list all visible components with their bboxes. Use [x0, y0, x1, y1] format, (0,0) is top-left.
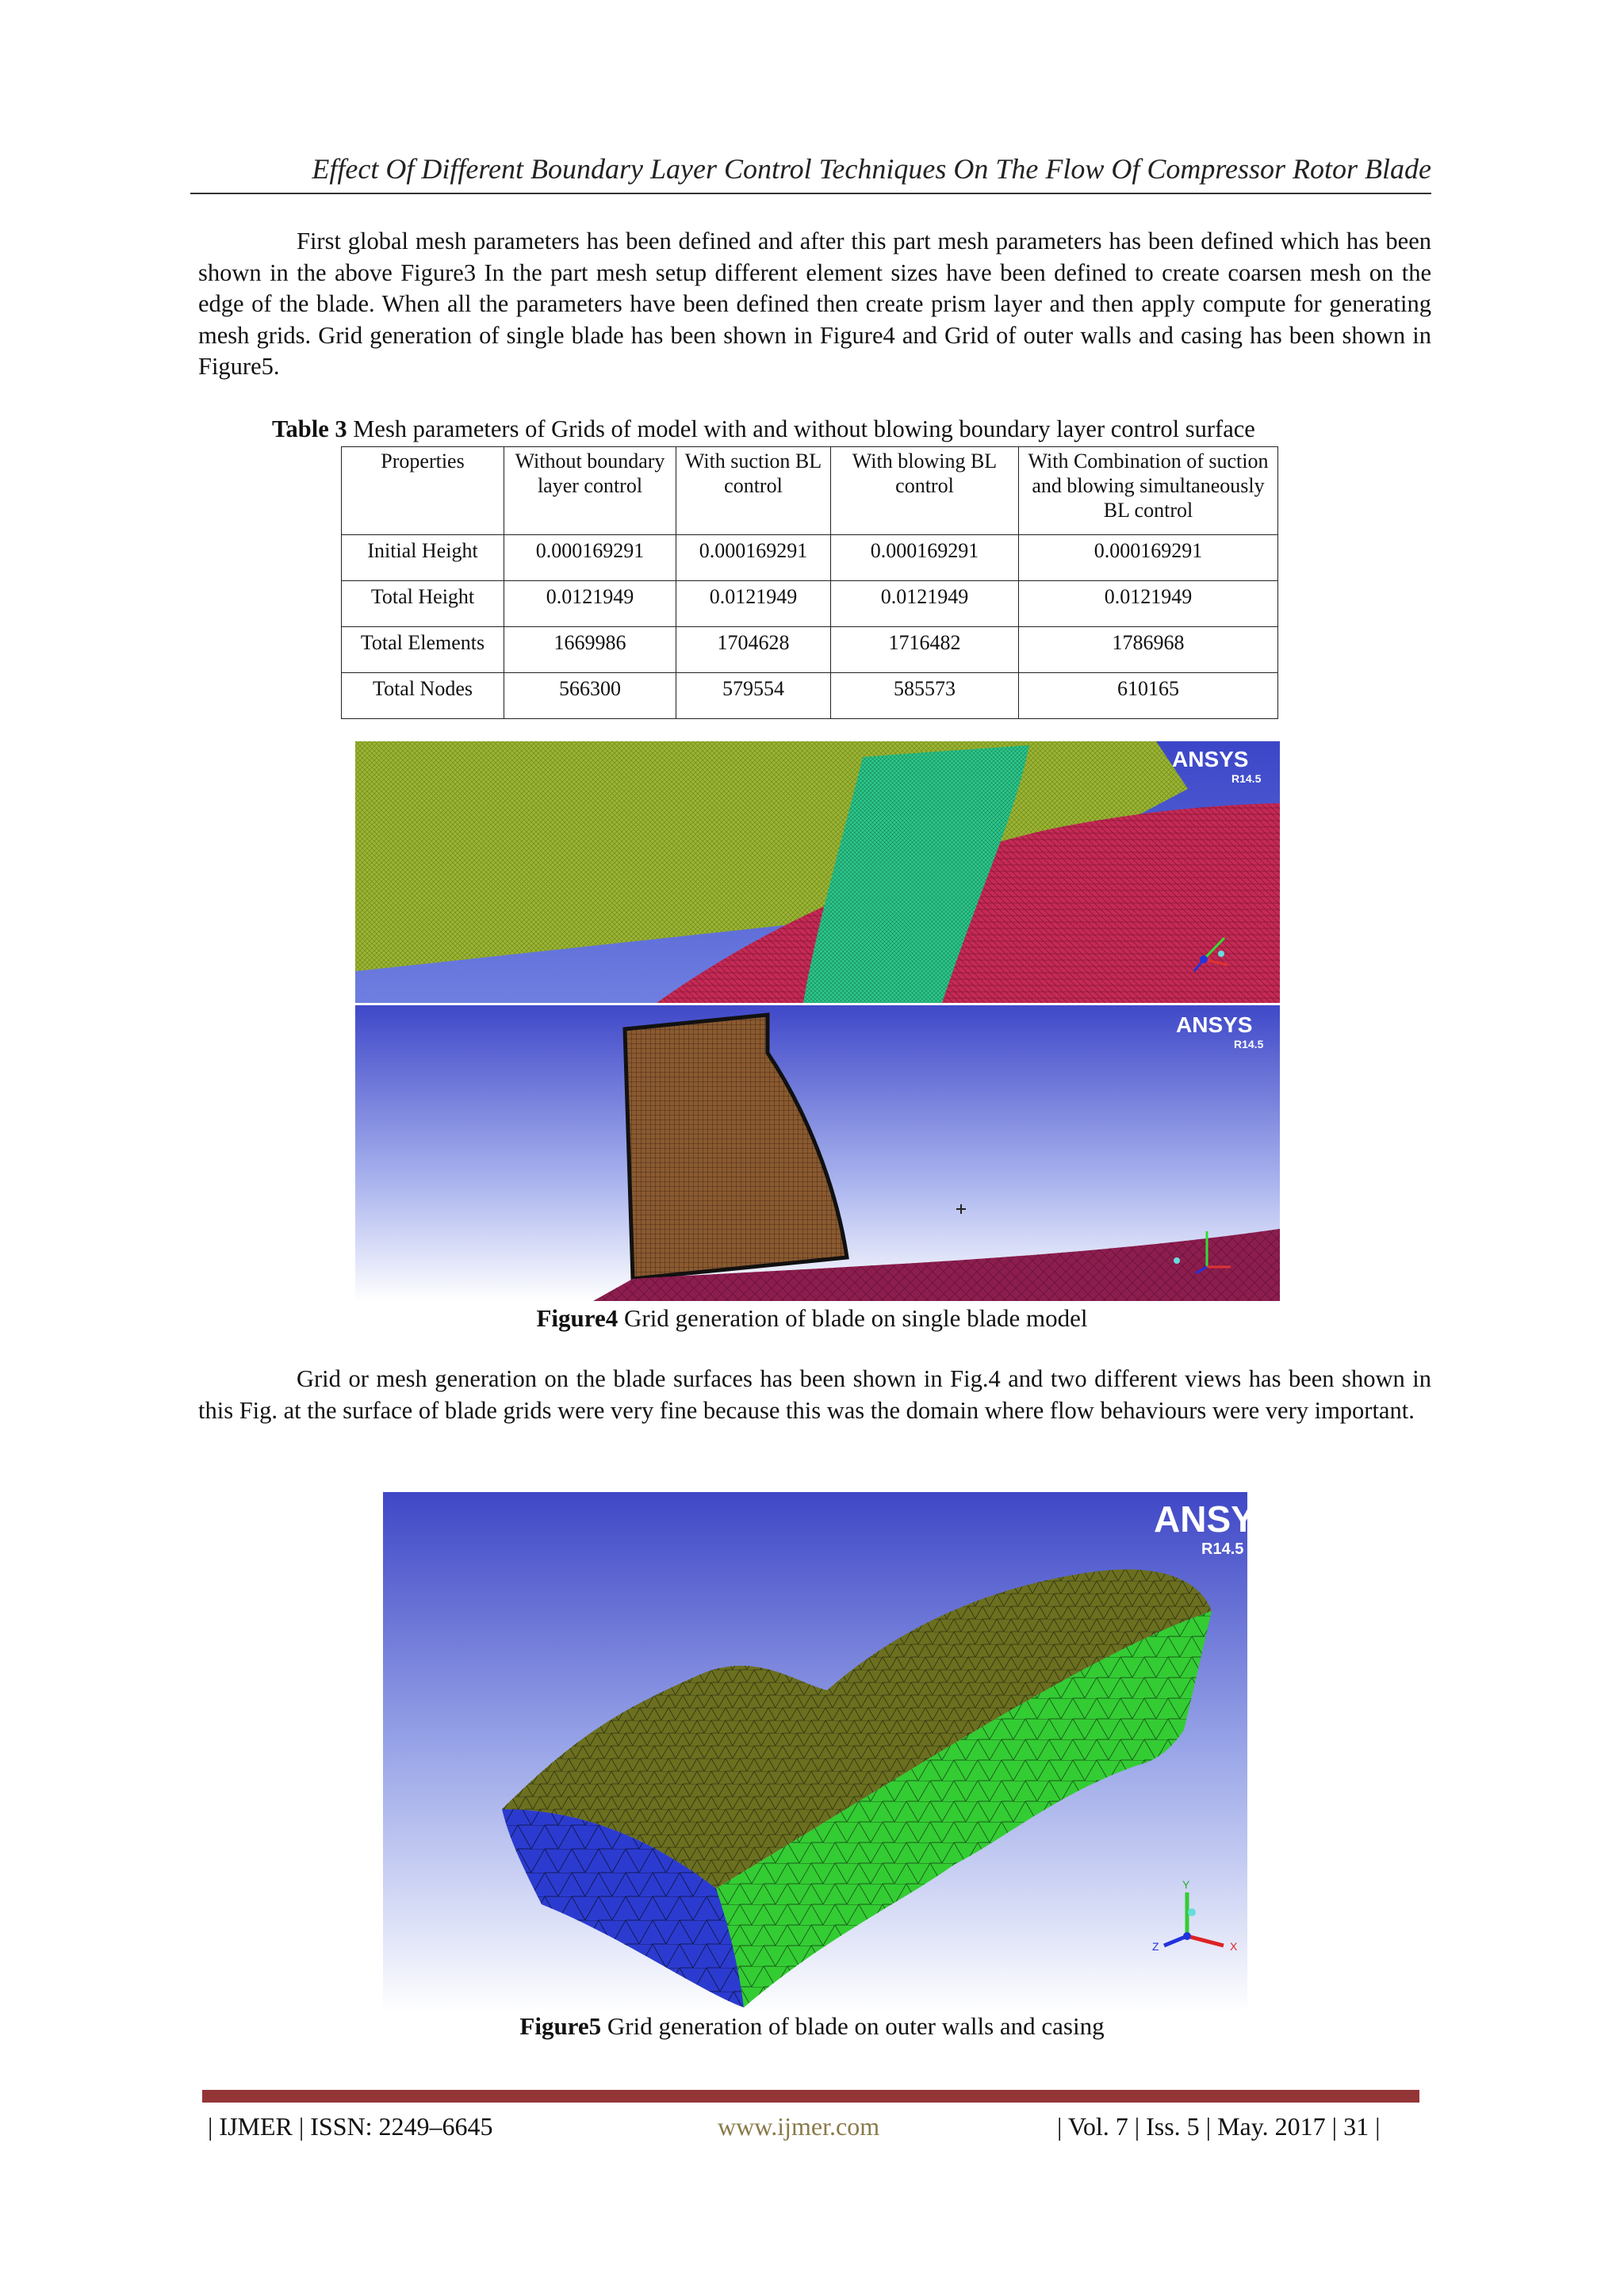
table-header: Without boundary layer control — [504, 447, 676, 535]
table-cell: Total Elements — [342, 627, 504, 673]
table-cell: 566300 — [504, 673, 676, 719]
footer-issue-info: | Vol. 7 | Iss. 5 | May. 2017 | 31 | — [1057, 2112, 1381, 2141]
figure5-mesh-image — [383, 1492, 1280, 2012]
figure4-bottom-mesh-image — [355, 1005, 1280, 1301]
table-cell: Initial Height — [342, 535, 504, 581]
table-cell: 0.0121949 — [676, 581, 831, 627]
figure5-axis-x-label: X — [1230, 1940, 1238, 1953]
table-cell: 0.000169291 — [1019, 535, 1278, 581]
table-row — [342, 627, 1278, 673]
figure5-axis-z-label: Z — [1152, 1940, 1159, 1953]
table-cell: 1669986 — [504, 627, 676, 673]
table-caption-text: Mesh parameters of Grids of model with and without blowing boundary layer control surface — [353, 415, 1255, 442]
table-cell: 0.000169291 — [504, 535, 676, 581]
figure5-svg — [383, 1492, 1280, 2012]
table-header: With Combination of suction and blowing simultaneously BL control — [1019, 447, 1278, 535]
table-cell: 0.0121949 — [831, 581, 1019, 627]
figure4-top-svg — [355, 741, 1280, 1003]
header-rule — [190, 193, 1431, 194]
figure4-caption — [0, 1304, 1624, 1333]
figure5-version: R14.5 — [1201, 1540, 1244, 1558]
table-cell: 0.0121949 — [504, 581, 676, 627]
table-cell: 1716482 — [831, 627, 1019, 673]
table-cell: 0.000169291 — [831, 535, 1019, 581]
table-cell: Total Nodes — [342, 673, 504, 719]
table-cell: 579554 — [676, 673, 831, 719]
figure4-bottom-version: R14.5 — [1234, 1038, 1264, 1050]
table-header: Properties — [342, 447, 504, 535]
figure5-caption — [0, 2012, 1624, 2041]
table-cell: 0.0121949 — [1019, 581, 1278, 627]
figure4-bottom-brand: ANSYS — [1176, 1012, 1253, 1037]
figure5-brand: ANSYS — [1154, 1498, 1280, 1540]
table-header: With blowing BL control — [831, 447, 1019, 535]
figure4-top-brand: ANSYS — [1172, 747, 1249, 771]
figure4-label: Figure4 — [536, 1304, 619, 1332]
figure4-top-mesh-image — [355, 741, 1280, 1003]
table-row — [342, 581, 1278, 627]
mesh-parameters-table — [341, 446, 1278, 719]
figure5-caption-text: Grid generation of blade on outer walls and casing — [607, 2012, 1105, 2040]
figure4-caption-text: Grid generation of blade on single blade model — [623, 1304, 1088, 1332]
table-cell: 1786968 — [1019, 627, 1278, 673]
body-paragraph-2: Grid or mesh generation on the blade surfaces has been shown in Fig.4 and two different views has been shown in this Fig. at the surface of blade grids were very fine because this was the domain where flow behaviours were very important. — [198, 1365, 1431, 1424]
table-cell: 610165 — [1019, 673, 1278, 719]
table-cell: 1704628 — [676, 627, 831, 673]
body-paragraph-1: First global mesh parameters has been defined and after this part mesh parameters has been defined which has been shown in the above Figure3 In the part mesh setup different element sizes have been defined to create coarsen mesh on the edge of the blade. When all the parameters have been defined then create prism layer and then apply compute for generating mesh grids. Grid generation of single blade has been shown in Figure4 and Grid of outer walls and casing has been shown in Figure5. — [198, 228, 1431, 380]
footer-bar — [202, 2090, 1419, 2103]
table-caption — [272, 415, 1255, 443]
footer-journal: | IJMER | ISSN: 2249–6645 — [208, 2112, 493, 2141]
table-header: With suction BL control — [676, 447, 831, 535]
figure5-label: Figure5 — [519, 2012, 602, 2040]
figure5-axis-y-label: Y — [1182, 1878, 1190, 1891]
footer-url-link[interactable]: www.ijmer.com — [718, 2112, 880, 2141]
running-header: Effect Of Different Boundary Layer Control Techniques On The Flow Of Compressor Rotor Blade — [312, 153, 1431, 185]
table-cell: 585573 — [831, 673, 1019, 719]
table-cell: Total Height — [342, 581, 504, 627]
table-row — [342, 673, 1278, 719]
table-row — [342, 535, 1278, 581]
table-header-row — [342, 447, 1278, 535]
figure4-top-version: R14.5 — [1231, 772, 1262, 785]
table-label: Table 3 — [272, 415, 347, 442]
table-cell: 0.000169291 — [676, 535, 831, 581]
figure4-bottom-svg — [355, 1005, 1280, 1301]
